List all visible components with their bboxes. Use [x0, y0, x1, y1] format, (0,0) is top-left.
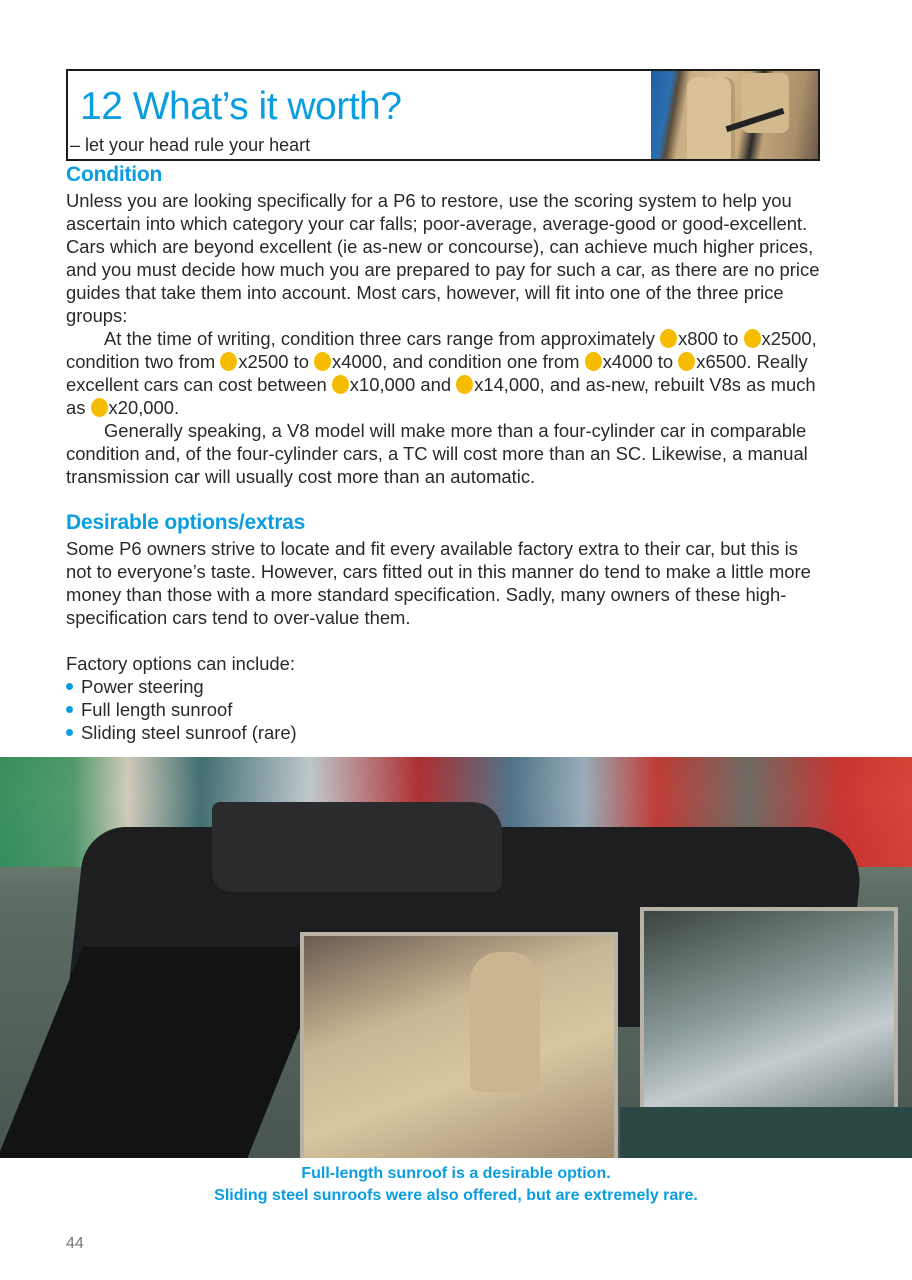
bullet-icon [66, 729, 73, 736]
list-item: Power steering [66, 675, 297, 698]
chapter-title: 12 What’s it worth? [80, 85, 402, 128]
currency-coin-icon [456, 375, 473, 394]
photo-caption-line-2: Sliding steel sunroofs were also offered, but are extremely rare. [214, 1187, 698, 1204]
currency-coin-icon [220, 352, 237, 371]
currency-coin-icon [91, 398, 108, 417]
currency-coin-icon [660, 329, 677, 348]
paragraph: Generally speaking, a V8 model will make more than a four-cylinder car in comparable condition and, of the four-cylinder cars, a TC will cost more than an SC. Likewise, a manual transmission car will usually cost more than an automatic. [66, 420, 808, 487]
chapter-header [66, 69, 820, 161]
currency-coin-icon [678, 352, 695, 371]
currency-coin-icon [314, 352, 331, 371]
paragraph: Unless you are looking specifically for a P6 to restore, use the scoring system to help you ascertain into which category your car falls; poor-average, average-good or good-excellent. Cars which are beyond excellent (ie as-new or concourse), can achieve much higher prices, and you must decide how much you are prepared to pay for such a car, as there are no price guides that take them into account. Most cars, however, will fit into one of the three price groups: [66, 190, 820, 326]
bullet-icon [66, 706, 73, 713]
page-number: 44 [66, 1235, 84, 1252]
paragraph: Factory options can include: [66, 653, 295, 674]
condition-body [66, 189, 826, 488]
paragraph: Some P6 owners strive to locate and fit every available factory extra to their car, but this is not to everyone’s taste. However, cars fitted out in this manner do tend to make a little more money than those with a more standard specification. Sadly, many owners of these high-specification cars tend to over-value them. [66, 538, 811, 628]
sunroof-car-photo [0, 757, 912, 1158]
paragraph: At the time of writing, condition three cars range from approximately x800 to x2500, condition two from x2500 to x4000, and condition one from x4000 to x6500. Really excellent cars can cost between x10,000 and x14,000, and as-new, rebuilt V8s as much as x20,000. [66, 328, 817, 418]
section-heading-condition: Condition [66, 163, 163, 186]
list-item: Sliding steel sunroof (rare) [66, 721, 297, 744]
currency-coin-icon [585, 352, 602, 371]
currency-coin-icon [332, 375, 349, 394]
options-body [66, 537, 826, 675]
header-thumbnail-image [651, 71, 818, 159]
list-item: Full length sunroof [66, 698, 297, 721]
section-heading-options: Desirable options/extras [66, 511, 306, 534]
bullet-icon [66, 683, 73, 690]
factory-options-list [66, 675, 297, 744]
currency-coin-icon [744, 329, 761, 348]
chapter-subtitle: – let your head rule your heart [70, 135, 311, 155]
photo-caption-line-1: Full-length sunroof is a desirable option. [301, 1165, 611, 1182]
